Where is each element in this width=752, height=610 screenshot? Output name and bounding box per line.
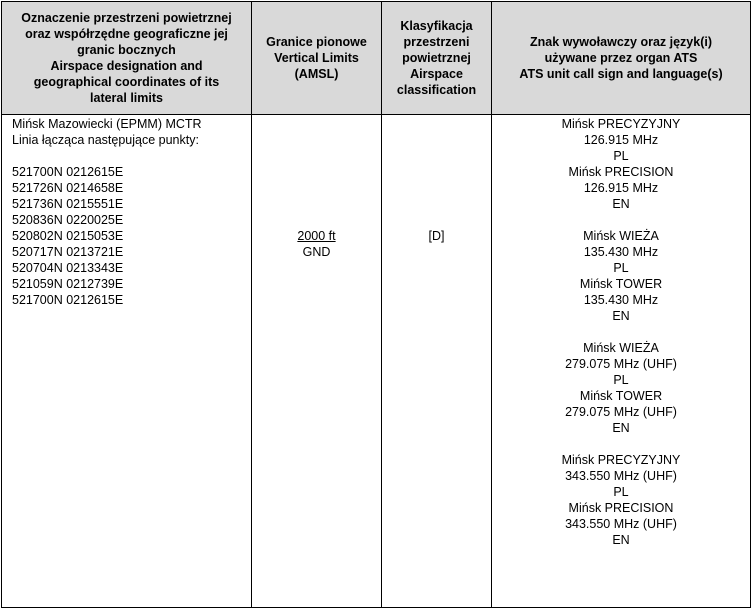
header-text-line: używane przez organ ATS [544, 51, 698, 65]
airspace-class: [D] [428, 229, 445, 243]
boundary-point: 521059N 0212739E [12, 277, 124, 291]
header-vertical-limits [252, 2, 382, 115]
boundary-point: 520717N 0213721E [12, 245, 124, 259]
header-text-line: Airspace [410, 67, 463, 81]
language: EN [612, 309, 630, 323]
header-text-line: Vertical Limits [274, 51, 359, 65]
header-text-line: classification [396, 83, 477, 97]
frequency: 343.550 MHz (UHF) [565, 469, 677, 483]
call-sign: Mińsk TOWER [579, 277, 663, 291]
header-text-line: przestrzeni [403, 35, 470, 49]
boundary-intro: Linia łącząca następujące punkty: [12, 133, 199, 147]
frequency: 135.430 MHz [583, 293, 659, 307]
boundary-point: 520836N 0220025E [12, 213, 124, 227]
boundary-point: 521700N 0212615E [12, 293, 124, 307]
language: PL [613, 373, 629, 387]
header-text-line: oraz współrzędne geograficzne jej [25, 27, 228, 41]
frequency: 279.075 MHz (UHF) [565, 357, 677, 371]
frequency: 126.915 MHz [583, 181, 659, 195]
language: EN [612, 421, 630, 435]
header-text-line: granic bocznych [77, 43, 176, 57]
boundary-point: 521726N 0214658E [12, 181, 124, 195]
spacer [12, 148, 251, 164]
upper-limit: 2000 ft [297, 229, 336, 243]
spacer [492, 324, 750, 340]
frequency: 126.915 MHz [583, 133, 659, 147]
header-text-line: Znak wywoławczy oraz język(i) [529, 35, 712, 49]
airspace-designation: Mińsk Mazowiecki (EPMM) MCTR [12, 117, 202, 131]
header-airspace-designation [2, 2, 252, 115]
language: EN [612, 197, 630, 211]
header-text-line: powietrznej [402, 51, 471, 65]
airspace-table [1, 1, 751, 608]
call-sign: Mińsk PRECISION [568, 165, 674, 179]
spacer [492, 212, 750, 228]
header-classification [382, 2, 492, 115]
classification-cell [382, 115, 492, 608]
vertical-limits-cell [252, 115, 382, 608]
lower-limit: GND [302, 245, 331, 259]
frequency: 135.430 MHz [583, 245, 659, 259]
call-sign: Mińsk PRECYZYJNY [561, 453, 681, 467]
call-sign: Mińsk PRECISION [568, 501, 674, 515]
call-sign: Mińsk WIEŻA [583, 229, 659, 243]
boundary-point: 520704N 0213343E [12, 261, 124, 275]
call-sign-cell [492, 115, 751, 608]
header-text-line: Granice pionowe [266, 35, 367, 49]
header-text-line: Oznaczenie przestrzeni powietrznej [21, 11, 232, 25]
header-text-line: Klasyfikacja [400, 19, 473, 33]
spacer [492, 436, 750, 452]
call-sign: Mińsk WIEŻA [583, 341, 659, 355]
language: PL [613, 149, 629, 163]
boundary-point: 520802N 0215053E [12, 229, 124, 243]
language: EN [612, 533, 630, 547]
header-text-line: lateral limits [90, 91, 163, 105]
frequency: 279.075 MHz (UHF) [565, 405, 677, 419]
header-text-line: Airspace designation and [50, 59, 203, 73]
header-text-line: ATS unit call sign and language(s) [519, 67, 723, 81]
table-row [2, 115, 751, 608]
language: PL [613, 261, 629, 275]
header-text-line: (AMSL) [294, 67, 339, 81]
call-sign: Mińsk TOWER [579, 389, 663, 403]
airspace-designation-cell [2, 115, 252, 608]
header-row [2, 2, 751, 115]
boundary-point: 521700N 0212615E [12, 165, 124, 179]
header-call-sign-language [492, 2, 751, 115]
call-sign: Mińsk PRECYZYJNY [561, 117, 681, 131]
header-text-line: geographical coordinates of its [33, 75, 220, 89]
frequency: 343.550 MHz (UHF) [565, 517, 677, 531]
boundary-point: 521736N 0215551E [12, 197, 124, 211]
language: PL [613, 485, 629, 499]
